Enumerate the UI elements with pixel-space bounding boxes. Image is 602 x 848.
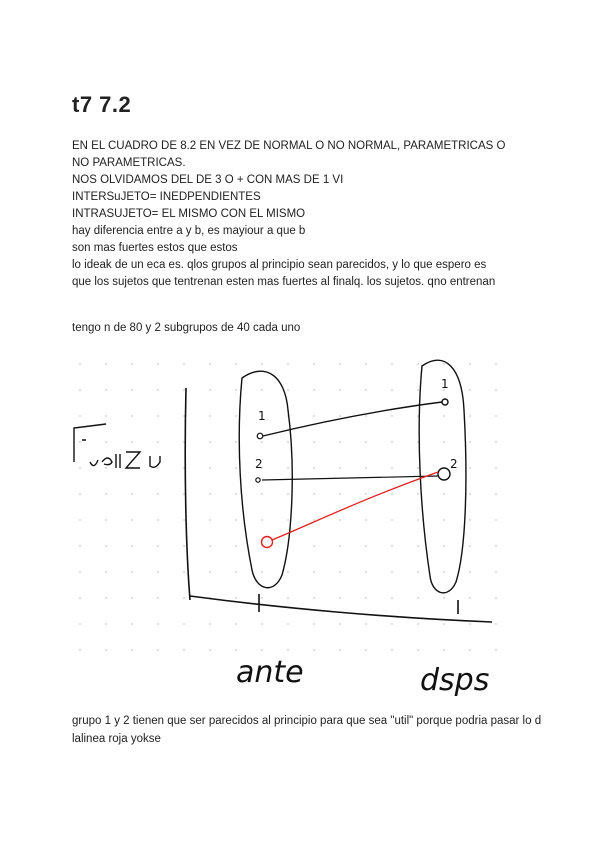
- grid-dot: [495, 389, 497, 391]
- grid-dot: [391, 571, 393, 573]
- grid-dot: [339, 571, 341, 573]
- grid-dot: [339, 363, 341, 365]
- grid-dot: [443, 441, 445, 443]
- grid-dot: [105, 597, 107, 599]
- grid-dot: [79, 363, 81, 365]
- grid-dot: [365, 597, 367, 599]
- grid-dot: [391, 597, 393, 599]
- grid-dot: [235, 545, 237, 547]
- grid-dot: [183, 545, 185, 547]
- grid-dot: [339, 519, 341, 521]
- grid-dot: [209, 493, 211, 495]
- grid-dot: [131, 649, 133, 651]
- note-line: INTERSuJETO= INEDPENDIENTES: [72, 191, 261, 203]
- grid-dot: [391, 623, 393, 625]
- grid-dot: [443, 519, 445, 521]
- grid-dot: [313, 493, 315, 495]
- grid-dot: [105, 519, 107, 521]
- grid-dot: [365, 389, 367, 391]
- grid-dot: [235, 519, 237, 521]
- grid-dot: [313, 571, 315, 573]
- grid-dot: [261, 597, 263, 599]
- grid-dot: [105, 493, 107, 495]
- grid-dot: [391, 545, 393, 547]
- grid-dot: [339, 389, 341, 391]
- grid-dot: [339, 597, 341, 599]
- grid-dot: [105, 415, 107, 417]
- grid-dot: [443, 597, 445, 599]
- left-point-2-label: 2: [255, 457, 263, 471]
- grid-dot: [261, 389, 263, 391]
- grid-dot: [105, 363, 107, 365]
- grid-dot: [131, 519, 133, 521]
- grid-dot: [391, 649, 393, 651]
- grid-dot: [313, 441, 315, 443]
- grid-dot: [339, 467, 341, 469]
- grid-dot: [261, 649, 263, 651]
- grid-dot: [157, 415, 159, 417]
- grid-dot: [105, 389, 107, 391]
- grid-dot: [287, 597, 289, 599]
- grid-dot: [131, 389, 133, 391]
- grid-dot: [235, 649, 237, 651]
- grid-dot: [495, 493, 497, 495]
- grid-dot: [261, 493, 263, 495]
- grid-dot: [235, 571, 237, 573]
- grid-dot: [469, 519, 471, 521]
- grid-dot: [157, 545, 159, 547]
- grid-dot: [209, 623, 211, 625]
- grid-dot: [105, 623, 107, 625]
- note-line: EN EL CUADRO DE 8.2 EN VEZ DE NORMAL O NO NORMAL, PARAMETRICAS O: [72, 140, 506, 152]
- grid-dot: [469, 441, 471, 443]
- right-point-1: [442, 399, 448, 405]
- grid-dot: [235, 363, 237, 365]
- grid-dot: [313, 363, 315, 365]
- grid-dot: [339, 649, 341, 651]
- grid-dot: [365, 441, 367, 443]
- left-point-2: [256, 478, 260, 482]
- grid-dot: [469, 493, 471, 495]
- grid-dot: [417, 389, 419, 391]
- grid-dot: [417, 363, 419, 365]
- grid-dot: [183, 389, 185, 391]
- grid-dot: [495, 519, 497, 521]
- grid-dot: [495, 623, 497, 625]
- x-label-before: ante: [236, 655, 304, 690]
- grid-dot: [157, 623, 159, 625]
- grid-dot: [365, 519, 367, 521]
- grid-dot: [313, 415, 315, 417]
- grid-dot: [79, 649, 81, 651]
- grid-dot: [287, 623, 289, 625]
- grid-dot: [365, 649, 367, 651]
- grid-dot: [287, 363, 289, 365]
- grid-dot: [495, 545, 497, 547]
- grid-dot: [443, 363, 445, 365]
- grid-dot: [131, 571, 133, 573]
- grid-dot: [157, 649, 159, 651]
- grid-dot: [339, 415, 341, 417]
- grid-dot: [235, 597, 237, 599]
- grid-dot: [339, 623, 341, 625]
- grid-dot: [495, 415, 497, 417]
- grid-dot: [79, 441, 81, 443]
- grid-dot: [105, 571, 107, 573]
- grid-dot: [443, 415, 445, 417]
- grid-dot: [157, 571, 159, 573]
- sample-size-note: tengo n de 80 y 2 subgrupos de 40 cada uno: [72, 322, 301, 334]
- grid-dot: [469, 545, 471, 547]
- grid-dot: [209, 519, 211, 521]
- grid-dot: [391, 467, 393, 469]
- grid-dot: [157, 519, 159, 521]
- grid-dot: [469, 467, 471, 469]
- grid-dot: [287, 571, 289, 573]
- grid-dot: [495, 649, 497, 651]
- left-point-1-label: 1: [258, 409, 266, 423]
- grid-dot: [157, 363, 159, 365]
- page-title: t7 7.2: [72, 92, 132, 117]
- grid-dot: [209, 545, 211, 547]
- grid-dot: [339, 493, 341, 495]
- red-line: [272, 472, 438, 540]
- grid-dot: [157, 389, 159, 391]
- grid-dot: [417, 545, 419, 547]
- note-line: INTRASUJETO= EL MISMO CON EL MISMO: [72, 208, 306, 220]
- note-line: hay diferencia entre a y b, es mayiour a que b: [72, 225, 306, 237]
- notes-block: [72, 138, 542, 291]
- grid-dot: [443, 493, 445, 495]
- grid-dot: [391, 441, 393, 443]
- grid-dot: [79, 389, 81, 391]
- grid-dot: [183, 519, 185, 521]
- grid-dot: [209, 415, 211, 417]
- grid-dot: [495, 571, 497, 573]
- grid-dot: [235, 415, 237, 417]
- grid-dot: [443, 623, 445, 625]
- grid-dot: [183, 597, 185, 599]
- grid-dot: [131, 363, 133, 365]
- grid-dot: [443, 545, 445, 547]
- grid-dot: [469, 597, 471, 599]
- line-group-2: [262, 476, 438, 480]
- grid-dot: [131, 415, 133, 417]
- note-line: son mas fuertes estos que estos: [72, 242, 238, 254]
- grid-dot: [339, 441, 341, 443]
- caption-note: grupo 1 y 2 tienen que ser parecidos al principio para que sea "util" porque podria pasar lo d lalinea roja yokse: [72, 715, 542, 745]
- grid-dot: [417, 597, 419, 599]
- grid-dot: [313, 649, 315, 651]
- grid-dot: [261, 519, 263, 521]
- grid-dot: [443, 571, 445, 573]
- grid-dot: [313, 389, 315, 391]
- grid-dot: [105, 441, 107, 443]
- note-line: lo ideak de un eca es. qlos grupos al principio sean parecidos, y lo que espero es: [72, 259, 487, 271]
- grid-dot: [131, 493, 133, 495]
- grid-dot: [209, 441, 211, 443]
- grid-dot: [183, 649, 185, 651]
- grid-dot: [417, 649, 419, 651]
- note-line: que los sujetos que tentrenan esten mas fuertes al finalq. los sujetos. qno entrenan: [72, 276, 496, 288]
- grid-dot: [157, 441, 159, 443]
- grid-dot: [391, 519, 393, 521]
- grid-dot: [287, 493, 289, 495]
- right-point-1-label: 1: [441, 377, 449, 391]
- grid-dot: [131, 441, 133, 443]
- grid-dot: [79, 597, 81, 599]
- grid-dot: [287, 389, 289, 391]
- grid-dot: [209, 389, 211, 391]
- grid-dot: [157, 597, 159, 599]
- grid-dot: [339, 545, 341, 547]
- grid-dot: [131, 545, 133, 547]
- grid-dot: [365, 493, 367, 495]
- red-point: [262, 537, 273, 548]
- grid-dot: [391, 493, 393, 495]
- left-point-1: [257, 433, 263, 439]
- grid-dot: [313, 467, 315, 469]
- right-point-2: [438, 468, 450, 480]
- grid-dot: [79, 415, 81, 417]
- grid-dot: [157, 467, 159, 469]
- grid-dot: [79, 571, 81, 573]
- note-line: NO PARAMETRICAS.: [72, 157, 186, 169]
- grid-dot: [469, 363, 471, 365]
- right-point-2-label: 2: [450, 457, 458, 471]
- grid-dot: [365, 623, 367, 625]
- grid-dot: [469, 389, 471, 391]
- grid-dot: [209, 363, 211, 365]
- grid-dot: [183, 623, 185, 625]
- grid-dot: [287, 467, 289, 469]
- grid-dot: [79, 493, 81, 495]
- grid-dot: [417, 571, 419, 573]
- grid-dot: [131, 597, 133, 599]
- grid-dot: [287, 519, 289, 521]
- grid-dot: [313, 519, 315, 521]
- grid-dot: [417, 519, 419, 521]
- grid-dot: [79, 519, 81, 521]
- x-axis: [190, 596, 492, 622]
- grid-dot: [313, 545, 315, 547]
- grid-dot: [105, 649, 107, 651]
- grid-dot: [235, 441, 237, 443]
- grid-dot: [183, 571, 185, 573]
- grid-dot: [235, 493, 237, 495]
- grid-dot: [287, 649, 289, 651]
- grid-dot: [157, 493, 159, 495]
- note-line: NOS OLVIDAMOS DEL DE 3 O + CON MAS DE 1 VI: [72, 174, 344, 186]
- grid-dot: [313, 597, 315, 599]
- grid-dot: [313, 623, 315, 625]
- grid-dot: [417, 493, 419, 495]
- grid-dot: [261, 571, 263, 573]
- grid-dot: [495, 467, 497, 469]
- grid-dot: [417, 623, 419, 625]
- grid-dot: [79, 623, 81, 625]
- grid-dot: [261, 363, 263, 365]
- grid-dot: [209, 571, 211, 573]
- grid-dot: [391, 415, 393, 417]
- grid-dot: [391, 389, 393, 391]
- grid-dot: [365, 571, 367, 573]
- x-label-after: dsps: [420, 663, 490, 698]
- y-axis: [185, 388, 190, 600]
- grid-dot: [209, 467, 211, 469]
- grid-dot: [365, 363, 367, 365]
- grid-dot: [79, 467, 81, 469]
- grid-dot: [79, 545, 81, 547]
- grid-dot: [469, 623, 471, 625]
- grid-dot: [287, 441, 289, 443]
- grid-dot: [495, 597, 497, 599]
- grid-dot: [417, 467, 419, 469]
- grid-dot: [235, 389, 237, 391]
- handwritten-sketch: [60, 350, 540, 710]
- grid-dot: [105, 545, 107, 547]
- grid-dot: [365, 545, 367, 547]
- grid-dot: [365, 467, 367, 469]
- grid-dot: [261, 623, 263, 625]
- grid-dot: [469, 415, 471, 417]
- grid-dot: [235, 467, 237, 469]
- grid-dot: [183, 363, 185, 365]
- grid-dot: [495, 363, 497, 365]
- grid-dot: [469, 571, 471, 573]
- grid-dot: [131, 623, 133, 625]
- grid-dot: [261, 441, 263, 443]
- grid-dot: [365, 415, 367, 417]
- grid-dot: [235, 623, 237, 625]
- grid-dot: [391, 363, 393, 365]
- grid-dot: [495, 441, 497, 443]
- grid-dot: [469, 649, 471, 651]
- grid-dot: [443, 649, 445, 651]
- grid-dot: [209, 649, 211, 651]
